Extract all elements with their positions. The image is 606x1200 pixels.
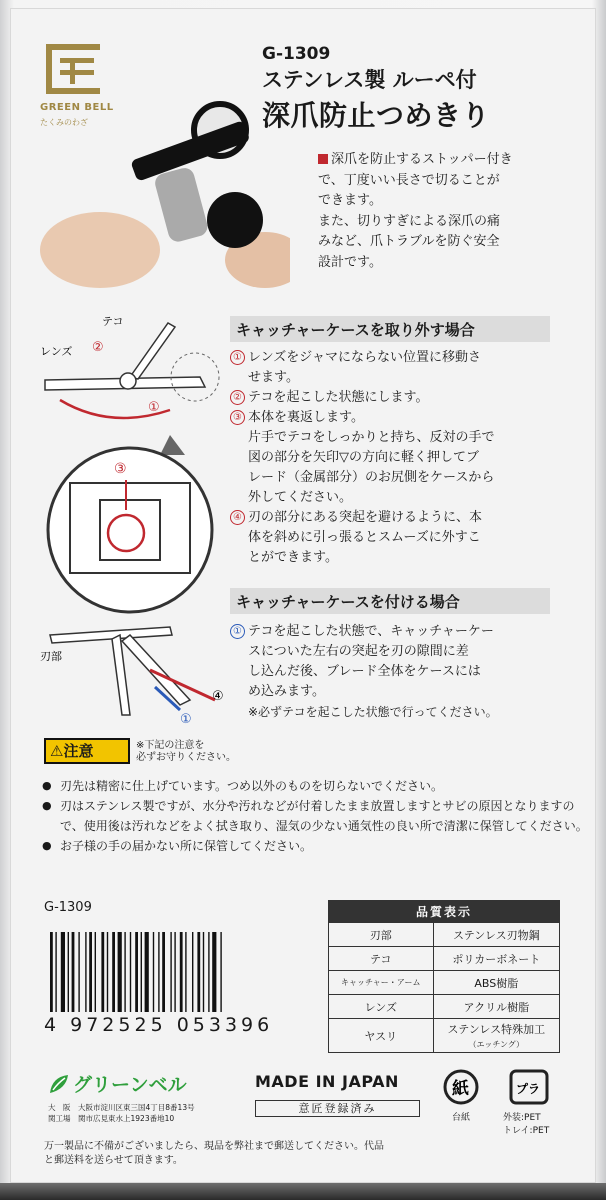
attach-section-heading: キャッチャーケースを付ける場合 <box>230 588 550 614</box>
remove-section-heading: キャッチャーケースを取り外す場合 <box>230 316 550 342</box>
table-row: テコ ポリカーボネート <box>329 947 560 971</box>
package-bottom-edge <box>0 1183 606 1200</box>
table-row: ヤスリ ステンレス特殊加工 （エッチング） <box>329 1019 560 1053</box>
feature-line: できます。 <box>318 193 382 208</box>
plastic-recycle-mark: プラ 外装:PET トレイ:PET <box>503 1068 555 1120</box>
disclaimer: 万一製品に不備がございましたら、現品を弊社まで郵送してください。代品 と郵送料を送らせて頂きます。 <box>44 1141 384 1166</box>
model-number: G-1309 <box>262 44 331 64</box>
quality-table <box>328 900 560 1053</box>
barcode-model-label: G-1309 <box>44 900 92 915</box>
caution-label: ⚠注意 <box>44 738 130 764</box>
attach-note: ※必ずテコを起こした状態で行ってください。 <box>248 705 498 719</box>
marker-2: ② <box>92 340 104 355</box>
feature-line: みなど、爪トラブルを防ぐ安全 <box>318 234 500 249</box>
product-title-line2: 深爪防止つめきり <box>262 99 491 132</box>
barcode-icon <box>44 932 314 1012</box>
label-lens: レンズ <box>40 345 73 358</box>
feature-line: で、丁度いい長さで切ることが <box>318 172 500 188</box>
quality-table-title: 品質表示 <box>329 901 560 923</box>
table-row: 刃部 ステンレス刃物鋼 <box>329 923 560 947</box>
brand-logo-subtitle: たくみのわざ <box>40 118 88 127</box>
feature-description <box>318 150 593 273</box>
step-1: ① レンズをジャマにならない位置に移動さ せます。 <box>230 348 560 388</box>
product-photo <box>30 100 290 300</box>
table-row: レンズ アクリル樹脂 <box>329 995 560 1019</box>
label-teko: テコ <box>102 315 124 328</box>
takumi-logo-icon <box>44 42 102 96</box>
step-2: ② テコを起こした状態にします。 <box>230 388 560 408</box>
feature-line: 深爪を防止するストッパー付き <box>331 152 513 167</box>
made-in-japan: MADE IN JAPAN <box>255 1072 399 1091</box>
step-3: ③ 本体を裏返します。 片手でテコをしっかりと持ち、反対の手で 図の部分を矢印▽の方向に軽く押してブ レード（金属部分）のお尻側をケースから 外してください。 <box>230 408 560 508</box>
company-address: 大 阪 大阪市淀川区東三国4丁目8番13号 関工場 関市広見東水上1923番地10 <box>48 1103 195 1123</box>
remove-steps <box>230 348 560 568</box>
instruction-diagram <box>30 305 230 735</box>
brand-logo-text: GREEN BELL <box>40 102 114 113</box>
paper-recycle-mark: 紙 台紙 <box>436 1068 486 1120</box>
marker-4: ④ <box>212 689 224 704</box>
svg-text:プラ: プラ <box>516 1082 541 1096</box>
label-blade: 刃部 <box>40 650 62 663</box>
barcode-number: 4 972525 053396 <box>44 1014 274 1036</box>
marker-3: ③ <box>114 461 127 477</box>
svg-text:紙: 紙 <box>452 1079 469 1099</box>
product-title-line1: ステンレス製 ルーペ付 <box>262 68 477 92</box>
feature-line: 設計です。 <box>318 254 382 270</box>
caution-item: ● 刃先は精密に仕上げています。つめ以外のものを切らないでください。 <box>40 776 590 796</box>
caution-list <box>40 776 590 856</box>
marker-1-blue: ① <box>180 712 192 727</box>
greenbell-leaf-icon <box>48 1073 70 1095</box>
paper-recycle-icon <box>436 1068 486 1106</box>
caution-item: ● 刃はステンレス製ですが、水分や汚れなどが付着したまま放置しますとサビの原因となりますので、使用後は汚れなどをよく拭き取り、湿気の少ない通気性の良い所で清潔に保管してください。 <box>40 796 590 836</box>
red-square-bullet-icon <box>318 154 328 164</box>
marker-1: ① <box>148 400 160 415</box>
caution-item: ● お子様の手の届かない所に保管してください。 <box>40 836 590 856</box>
step-4: ④ 刃の部分にある突起を避けるように、本 体を斜めに引っ張るとスムーズに外すこ とができます。 <box>230 508 560 568</box>
feature-line: また、切りすぎによる深爪の痛 <box>318 213 501 229</box>
plastic-recycle-icon <box>503 1068 555 1106</box>
table-row: キャッチャー・アーム ABS樹脂 <box>329 971 560 995</box>
attach-steps <box>230 622 560 722</box>
company-brand: グリーンベル <box>48 1070 187 1097</box>
caution-note: ※下記の注意を 必ずお守りください。 <box>136 740 236 763</box>
attach-step-1: ① テコを起こした状態で、キャッチャーケー スについた左右の突起を刃の隙間に差 し込んだ後、ブレード全体をケースには め込みます。 <box>230 622 560 702</box>
design-registered-badge: 意匠登録済み <box>255 1100 420 1117</box>
warning-triangle-icon: ⚠ <box>50 742 64 760</box>
